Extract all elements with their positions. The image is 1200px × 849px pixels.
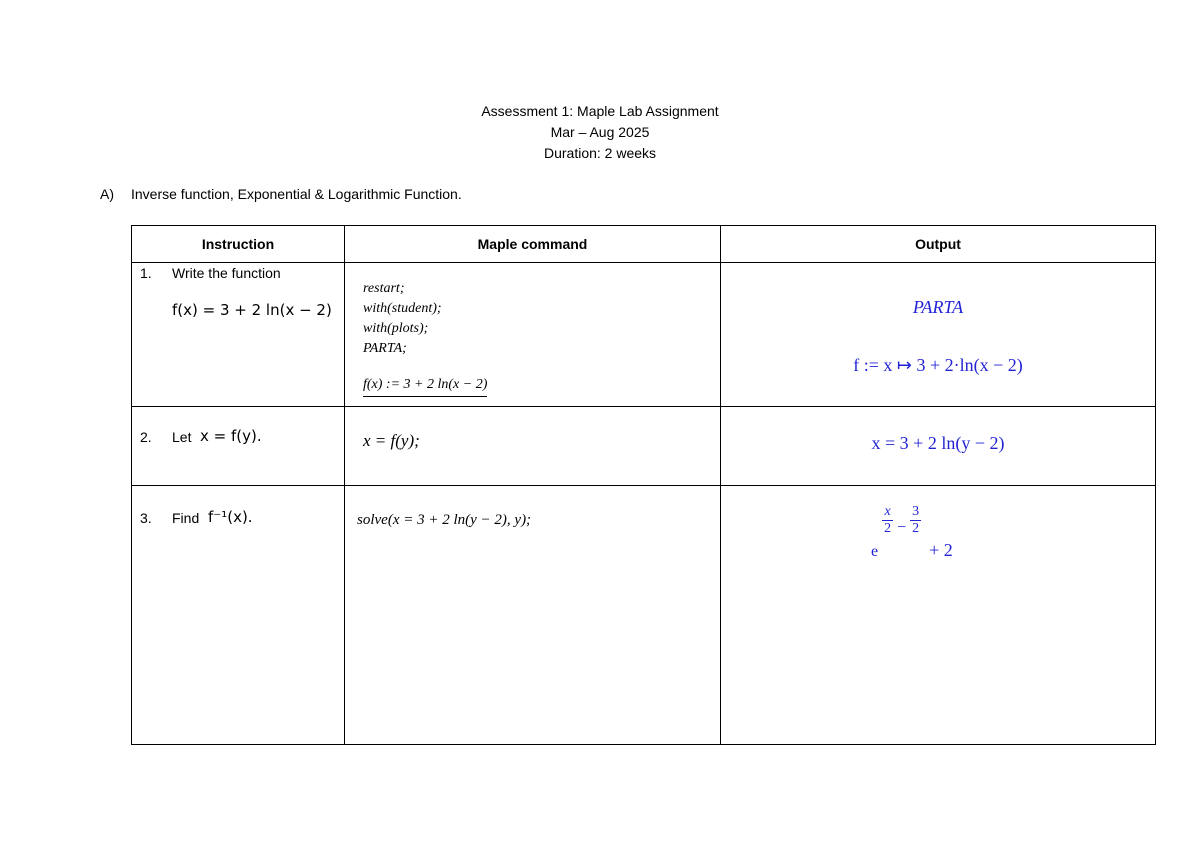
inverse-output: e $\frac{x}{2}$ − $\frac{3}{2}$ + 2 xyxy=(871,504,953,560)
instruction-text: Let xyxy=(172,429,192,445)
command-cell xyxy=(345,486,721,745)
header-output: Output xyxy=(721,226,1156,263)
table-row xyxy=(132,407,1156,486)
command-line: solve(x = 3 + 2 ln(y − 2), y); xyxy=(357,512,532,528)
command-line: PARTA; xyxy=(363,341,407,356)
instruction-math: x = f(y). xyxy=(200,427,262,445)
exp-fraction: $\frac{x}{2}$ xyxy=(884,504,892,536)
command-line: with(plots); xyxy=(363,321,429,336)
output-line: f := x ↦ 3 + 2·ln(x − 2) xyxy=(853,355,1023,375)
exp-fraction: $\frac{3}{2}$ xyxy=(912,504,920,536)
command-line: x = f(y); xyxy=(363,431,420,450)
table-header-row xyxy=(132,226,1156,263)
output-line: x = 3 + 2 ln(y − 2) xyxy=(871,433,1005,453)
row-number: 1. xyxy=(140,265,152,281)
table-row xyxy=(132,263,1156,407)
instruction-text: Find xyxy=(172,510,200,526)
row-number: 2. xyxy=(140,429,152,445)
header-instruction: Instruction xyxy=(132,226,345,263)
document-header xyxy=(0,101,1200,164)
header-maple-command: Maple command xyxy=(345,226,721,263)
command-line: f(x) := 3 + 2 ln(x − 2) xyxy=(363,375,487,397)
command-list xyxy=(363,279,487,397)
command-line: with(student); xyxy=(363,301,442,316)
output-cell xyxy=(721,263,1156,407)
instruction-text: Write the function xyxy=(172,265,281,281)
row-number: 3. xyxy=(140,510,152,526)
assessment-title: Assessment 1: Maple Lab Assignment xyxy=(481,103,719,119)
assessment-period: Mar – Aug 2025 xyxy=(550,124,650,140)
instruction-math: f(x) = 3 + 2 ln(x − 2) xyxy=(172,301,332,319)
output-cell xyxy=(721,486,1156,745)
instruction-cell xyxy=(132,407,345,486)
section-title: Inverse function, Exponential & Logarithmic Function. xyxy=(131,186,462,202)
output-cell xyxy=(721,407,1156,486)
command-cell xyxy=(345,263,721,407)
output-line: PARTA xyxy=(912,297,964,317)
assignment-table xyxy=(131,225,1156,745)
section-heading xyxy=(100,186,462,202)
assessment-duration: Duration: 2 weeks xyxy=(543,145,657,161)
command-line: restart; xyxy=(363,281,405,296)
table-row xyxy=(132,486,1156,745)
instruction-cell xyxy=(132,486,345,745)
instruction-cell xyxy=(132,263,345,407)
section-letter: A) xyxy=(100,186,114,202)
instruction-math: f⁻¹(x). xyxy=(208,508,253,526)
exp-base: e xyxy=(871,543,879,560)
command-cell xyxy=(345,407,721,486)
exp-tail: + 2 xyxy=(929,540,953,560)
